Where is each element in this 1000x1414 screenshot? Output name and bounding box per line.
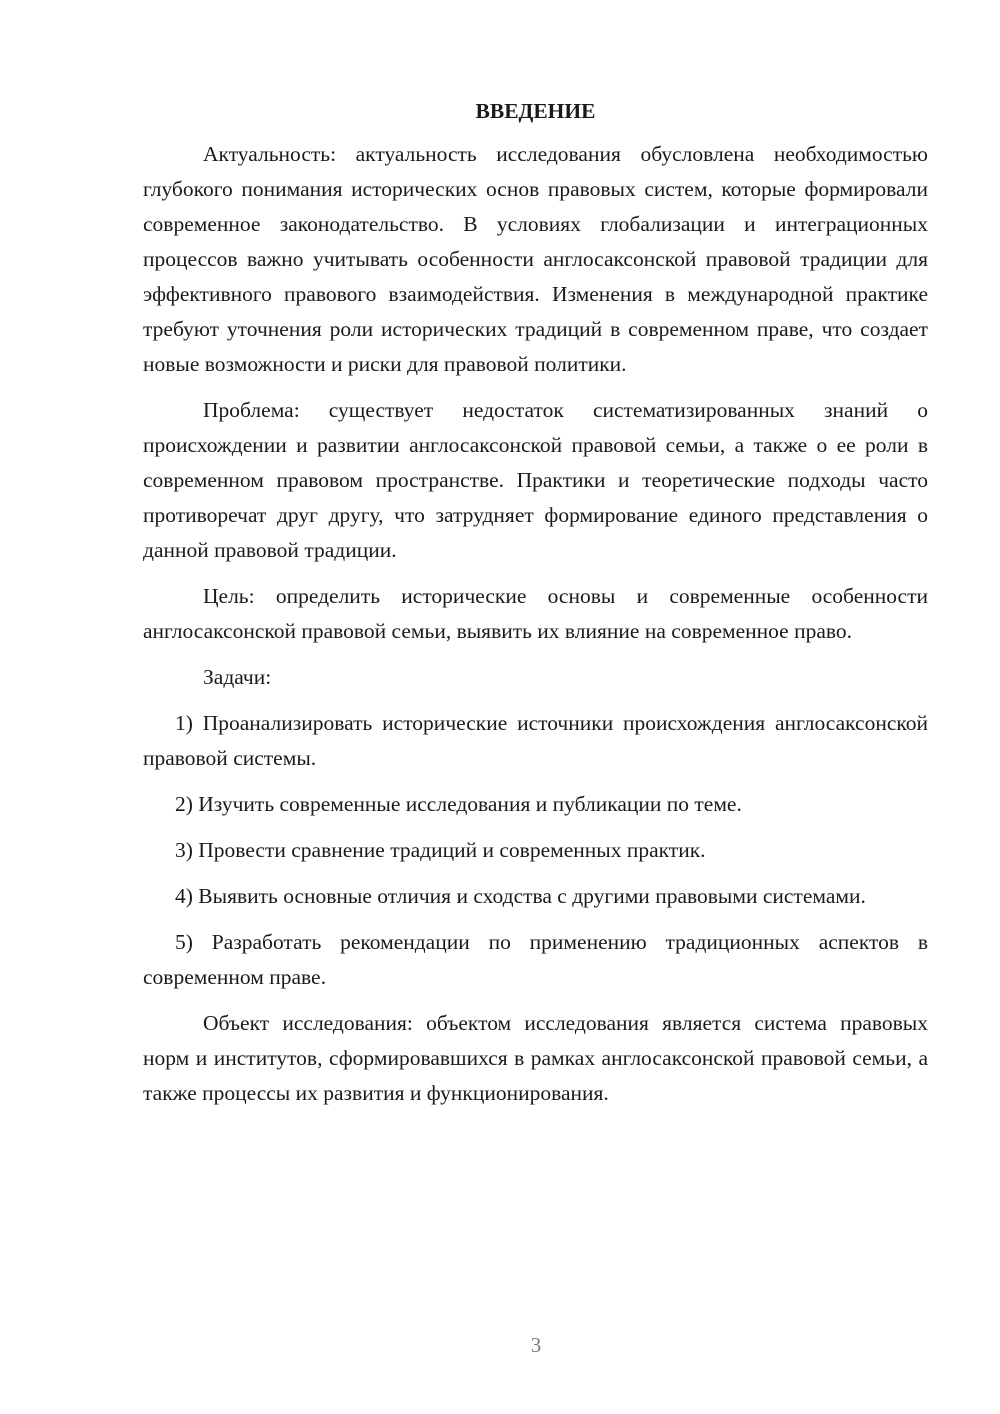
page-number: 3 bbox=[530, 1333, 542, 1357]
list-item: 4) Выявить основные отличия и сходства с другими правовыми системами. bbox=[175, 884, 866, 908]
paragraph-relevance: Актуальность: актуальность исследования обусловлена необходимостью глубокого понимания исторических основ правовых систем, которые формировали современное законодательство. В условиях глобализации и интеграционных процессов важно учитывать особенности англосаксонской правовой традиции для эффективного правового взаимодействия. Изменения в международной практике требуют уточнения роли исторических традиций в современном праве, что создает новые возможности и риски для правовой политики. bbox=[143, 142, 928, 376]
paragraph-goal: Цель: определить исторические основы и современные особенности англосаксонской правовой семьи, выявить их влияние на современное право. bbox=[143, 584, 928, 643]
list-item: 5) Разработать рекомендации по применению традиционных аспектов в современном праве. bbox=[143, 930, 928, 989]
list-item: 1) Проанализировать исторические источники происхождения англосаксонской правовой системы. bbox=[143, 711, 928, 770]
page-title: ВВЕДЕНИЕ bbox=[475, 99, 596, 123]
page-content bbox=[143, 96, 928, 1122]
tasks-list bbox=[143, 706, 928, 995]
paragraph-problem: Проблема: существует недостаток систематизированных знаний о происхождении и развитии англосаксонской правовой семьи, а также о ее роли в современном правовом пространстве. Практики и теоретические подходы часто противоречат друг другу, что затрудняет формирование единого представления о данной правовой традиции. bbox=[143, 398, 928, 562]
list-item: 3) Провести сравнение традиций и современных практик. bbox=[175, 838, 706, 862]
tasks-heading: Задачи: bbox=[203, 665, 272, 689]
list-item: 2) Изучить современные исследования и публикации по теме. bbox=[175, 792, 742, 816]
paragraph-object: Объект исследования: объектом исследования является система правовых норм и институтов, сформировавшихся в рамках англосаксонской правовой семьи, а также процессы их развития и функционирования. bbox=[143, 1011, 928, 1105]
